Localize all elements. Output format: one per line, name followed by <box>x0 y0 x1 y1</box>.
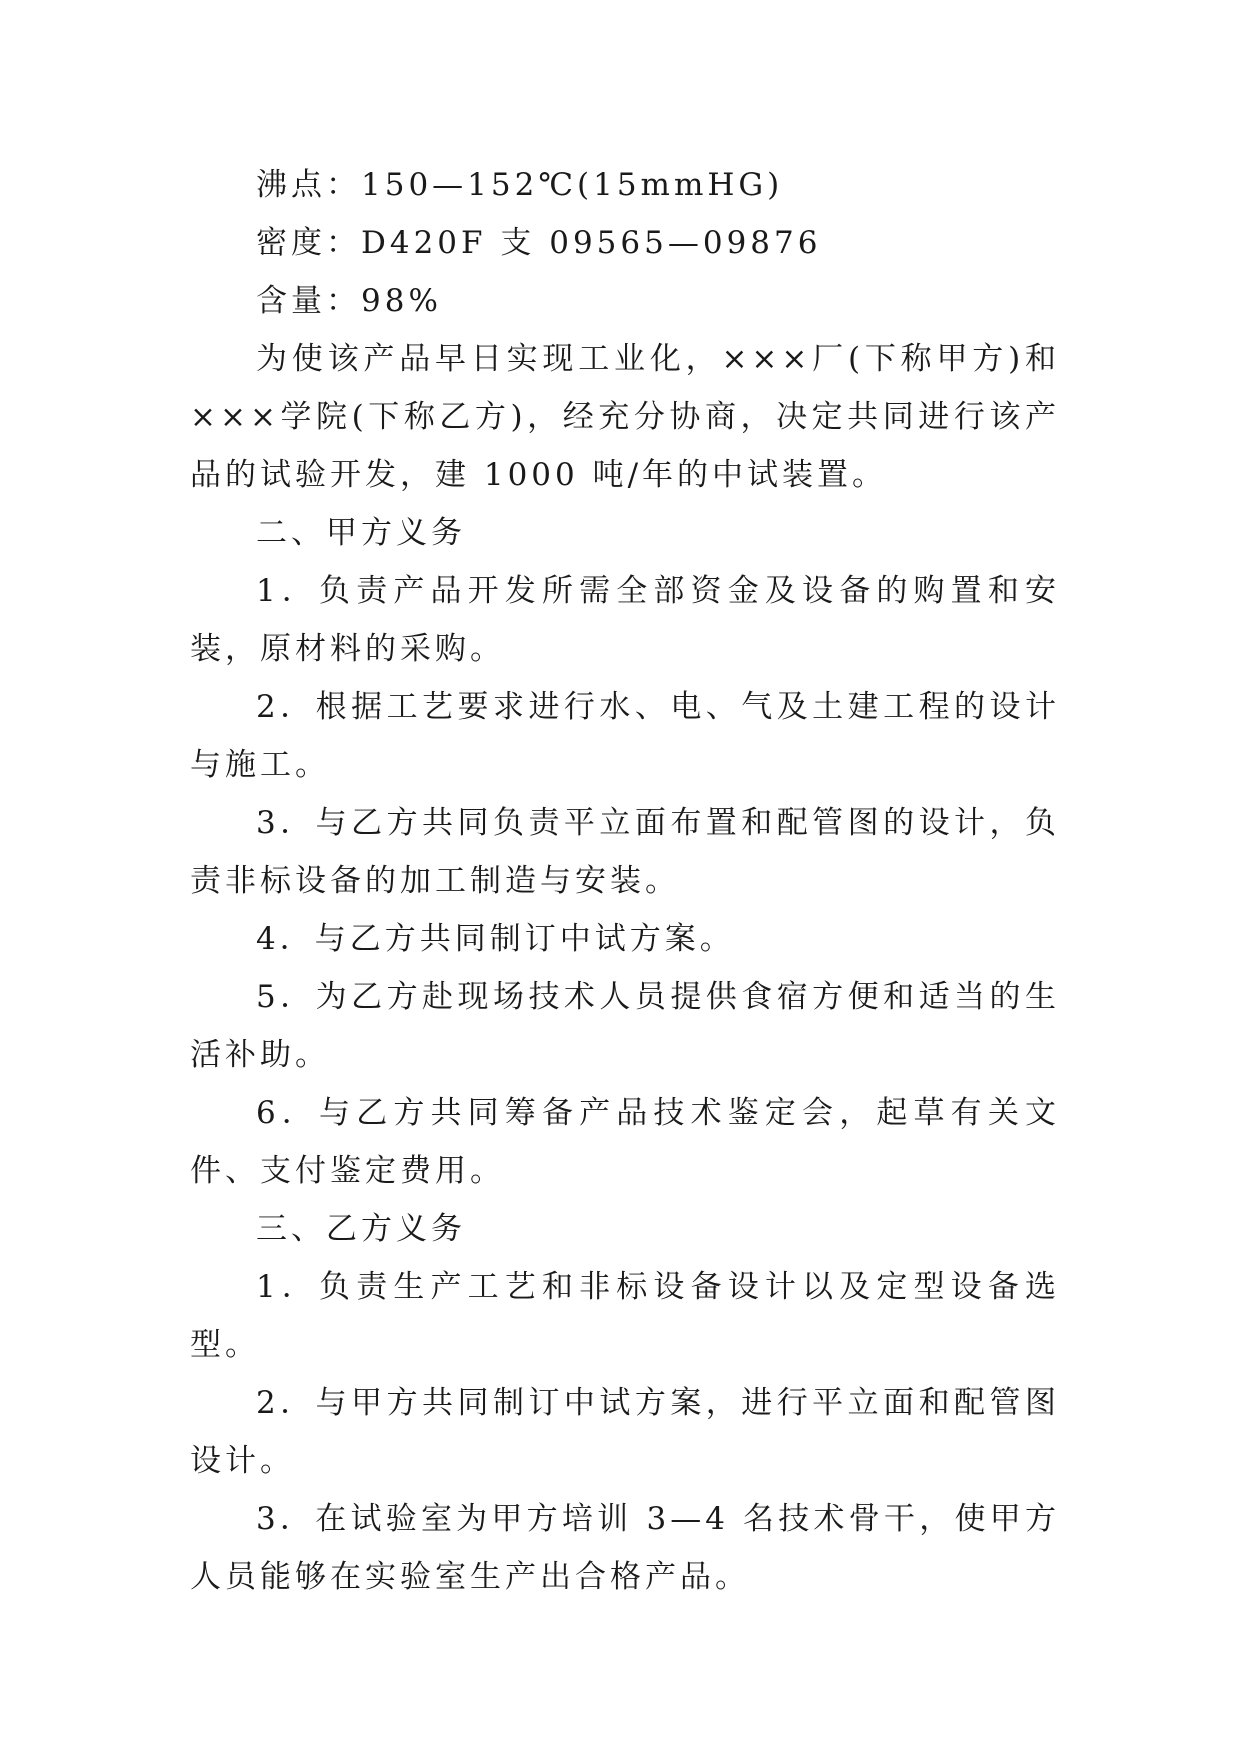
document-page <box>190 156 1060 1606</box>
party-b-item-3: 3．在试验室为甲方培训 3—4 名技术骨干，使甲方人员能够在实验室生产出合格产品。 <box>190 1501 1060 1595</box>
paragraph-purpose: 为使该产品早日实现工业化，×××厂(下称甲方)和×××学院(下称乙方)，经充分协商，决定共同进行该产品的试验开发，建 1000 吨/年的中试装置。 <box>190 341 1060 493</box>
party-a-item-1: 1．负责产品开发所需全部资金及设备的购置和安装，原材料的采购。 <box>190 573 1060 667</box>
section-heading-party-a: 二、甲方义务 <box>256 515 466 551</box>
party-a-item-6: 6．与乙方共同筹备产品技术鉴定会，起草有关文件、支付鉴定费用。 <box>190 1095 1060 1189</box>
paragraph-boiling-point: 沸点：150—152℃(15mmHG) <box>256 167 784 203</box>
section-heading-party-b: 三、乙方义务 <box>256 1211 466 1247</box>
paragraph-density: 密度：D420F 支 09565—09876 <box>256 225 822 261</box>
party-a-item-3: 3．与乙方共同负责平立面布置和配管图的设计，负责非标设备的加工制造与安装。 <box>190 805 1060 899</box>
paragraph-content: 含量：98% <box>256 283 442 319</box>
party-b-item-1: 1．负责生产工艺和非标设备设计以及定型设备选型。 <box>190 1269 1060 1363</box>
party-b-item-2: 2．与甲方共同制订中试方案，进行平立面和配管图设计。 <box>190 1385 1060 1479</box>
party-a-item-2: 2．根据工艺要求进行水、电、气及土建工程的设计与施工。 <box>190 689 1060 783</box>
party-a-item-4: 4．与乙方共同制订中试方案。 <box>256 921 735 957</box>
party-a-item-5: 5．为乙方赴现场技术人员提供食宿方便和适当的生活补助。 <box>190 979 1060 1073</box>
